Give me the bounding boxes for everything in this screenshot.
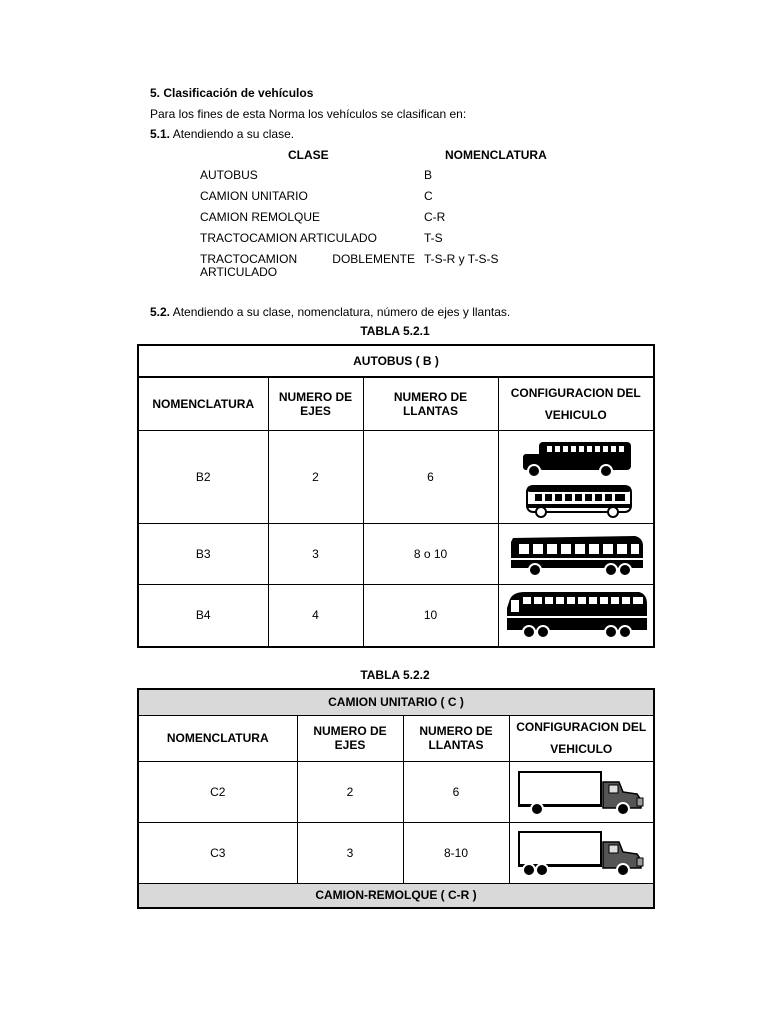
header-configuracion: CONFIGURACION DEL VEHICULO bbox=[509, 715, 654, 761]
table-row bbox=[138, 584, 654, 647]
cell-configuracion bbox=[509, 761, 654, 822]
table2-title: CAMION UNITARIO ( C ) bbox=[138, 689, 654, 715]
section-heading: 5. Clasificación de vehículos bbox=[150, 86, 314, 100]
cell-ejes: 2 bbox=[297, 761, 403, 822]
col-nomenclatura: NOMENCLATURA bbox=[445, 148, 547, 162]
header-nomenclatura: NOMENCLATURA bbox=[138, 377, 268, 430]
table-row bbox=[138, 523, 654, 584]
class-code: T-S-R y T-S-S bbox=[424, 252, 499, 266]
class-code: C-R bbox=[424, 210, 446, 224]
table-row bbox=[138, 761, 654, 822]
table-autobus bbox=[137, 344, 655, 648]
table2-caption: TABLA 5.2.2 bbox=[360, 668, 430, 682]
col-clase: CLASE bbox=[288, 148, 329, 162]
cell-configuracion bbox=[498, 523, 654, 584]
class-name-line2: ARTICULADO bbox=[200, 265, 278, 279]
table-camion-unitario bbox=[137, 688, 655, 909]
cell-ejes: 4 bbox=[268, 584, 363, 647]
cell-ejes: 3 bbox=[297, 822, 403, 883]
class-name: TRACTOCAMION DOBLEMENTE bbox=[200, 252, 415, 266]
cell-configuracion bbox=[498, 430, 654, 523]
class-name: AUTOBUS bbox=[200, 168, 258, 182]
cell-ejes: 2 bbox=[268, 430, 363, 523]
table2-footer: CAMION-REMOLQUE ( C-R ) bbox=[138, 883, 654, 908]
bus-3-axle-icon bbox=[501, 526, 651, 582]
cell-nomenclatura: B4 bbox=[138, 584, 268, 647]
table-row bbox=[138, 430, 654, 523]
table-row bbox=[138, 822, 654, 883]
class-name: CAMION REMOLQUE bbox=[200, 210, 321, 224]
header-llantas: NUMERO DE LLANTAS bbox=[403, 715, 509, 761]
section-5-1-number: 5.1. bbox=[150, 127, 171, 141]
cell-llantas: 8 o 10 bbox=[363, 523, 498, 584]
cell-llantas: 8-10 bbox=[403, 822, 509, 883]
cell-nomenclatura: C2 bbox=[138, 761, 297, 822]
class-name: TRACTOCAMION ARTICULADO bbox=[200, 231, 377, 245]
header-ejes: NUMERO DE EJES bbox=[297, 715, 403, 761]
cell-configuracion bbox=[509, 822, 654, 883]
class-code: C bbox=[424, 189, 433, 203]
header-nomenclatura: NOMENCLATURA bbox=[138, 715, 297, 761]
header-configuracion: CONFIGURACION DEL VEHICULO bbox=[498, 377, 654, 430]
cell-nomenclatura: C3 bbox=[138, 822, 297, 883]
bus-2-axle-icon bbox=[501, 434, 651, 520]
table1-caption: TABLA 5.2.1 bbox=[360, 324, 430, 338]
cell-nomenclatura: B2 bbox=[138, 430, 268, 523]
section-5-1-text: Atendiendo a su clase. bbox=[170, 127, 295, 141]
section-5-1 bbox=[150, 127, 294, 141]
class-code: T-S bbox=[424, 231, 443, 245]
cell-nomenclatura: B3 bbox=[138, 523, 268, 584]
section-5-2-number: 5.2. bbox=[150, 305, 171, 319]
section-5-2 bbox=[150, 305, 510, 319]
truck-2-axle-icon bbox=[513, 766, 649, 818]
header-ejes: NUMERO DE EJES bbox=[268, 377, 363, 430]
class-name: CAMION UNITARIO bbox=[200, 189, 308, 203]
class-code: B bbox=[424, 168, 433, 182]
cell-llantas: 6 bbox=[403, 761, 509, 822]
section-5-2-text: Atendiendo a su clase, nomenclatura, número de ejes y llantas. bbox=[170, 305, 511, 319]
cell-configuracion bbox=[498, 584, 654, 647]
truck-3-axle-icon bbox=[513, 826, 649, 880]
bus-4-axle-icon bbox=[501, 586, 651, 644]
cell-llantas: 10 bbox=[363, 584, 498, 647]
cell-ejes: 3 bbox=[268, 523, 363, 584]
table1-title: AUTOBUS ( B ) bbox=[138, 345, 654, 377]
intro-text: Para los fines de esta Norma los vehículos se clasifican en: bbox=[150, 107, 467, 121]
cell-llantas: 6 bbox=[363, 430, 498, 523]
header-llantas: NUMERO DE LLANTAS bbox=[363, 377, 498, 430]
